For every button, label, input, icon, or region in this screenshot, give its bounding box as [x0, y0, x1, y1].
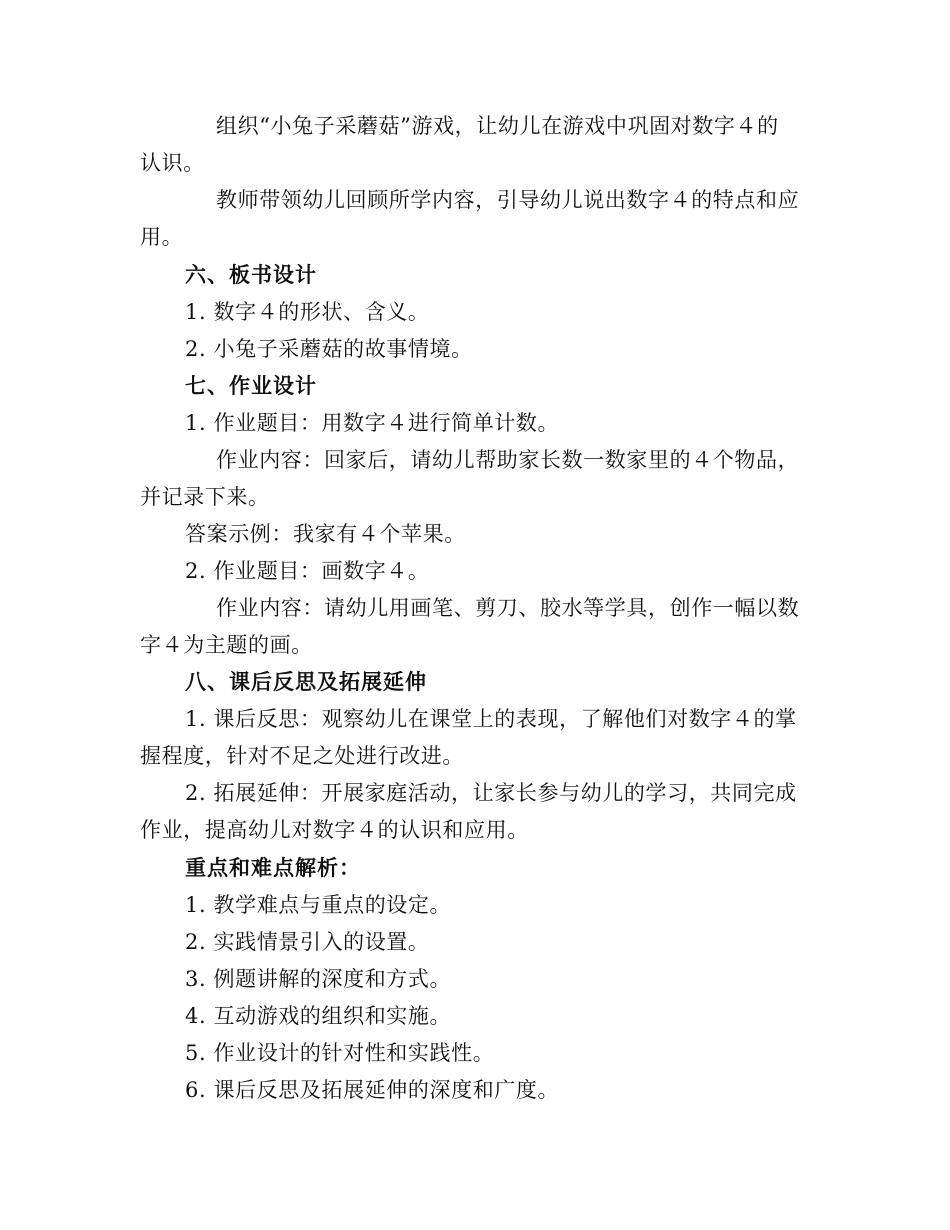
paragraph-review-line1: 教师带领幼儿回顾所学内容，引导幼儿说出数字４的特点和应: [216, 188, 800, 212]
list-item: 2. 作业题目：画数字４。: [185, 559, 430, 583]
paragraph-game-line2: 认识。: [140, 151, 205, 175]
paragraph-homework2-line1: 作业内容：请幼儿用画笔、剪刀、胶水等学具，创作一幅以数: [216, 596, 800, 620]
answer-example: 答案示例：我家有４个苹果。: [185, 522, 466, 546]
paragraph-homework1-line2: 并记录下来。: [140, 485, 270, 509]
list-item-continuation: 握程度，针对不足之处进行改进。: [140, 744, 464, 768]
list-item: 2. 拓展延伸：开展家庭活动，让家长参与幼儿的学习，共同完成: [185, 781, 797, 805]
paragraph-game-line1: 组织“小兔子采蘑菇”游戏，让幼儿在游戏中巩固对数字４的: [216, 114, 779, 138]
list-item: 1. 教学难点与重点的设定。: [185, 893, 452, 917]
section-heading-homework: 七、作业设计: [185, 374, 317, 398]
paragraph-homework2-line2: 字４为主题的画。: [140, 633, 313, 657]
list-item: 4. 互动游戏的组织和实施。: [185, 1004, 452, 1028]
list-item: 1. 数字４的形状、含义。: [185, 300, 430, 324]
paragraph-review-line2: 用。: [140, 225, 184, 249]
section-heading-key-points: 重点和难点解析：: [185, 856, 361, 880]
list-item-continuation: 作业，提高幼儿对数字４的认识和应用。: [140, 818, 529, 842]
section-heading-blackboard: 六、板书设计: [185, 263, 317, 287]
list-item: 1. 作业题目：用数字４进行简单计数。: [185, 411, 560, 435]
list-item: 1. 课后反思：观察幼儿在课堂上的表现，了解他们对数字４的掌: [185, 707, 797, 731]
list-item: 6. 课后反思及拓展延伸的深度和广度。: [185, 1078, 560, 1102]
list-item: 2. 小兔子采蘑菇的故事情境。: [185, 337, 473, 361]
section-heading-reflection: 八、课后反思及拓展延伸: [185, 670, 427, 694]
list-item: 3. 例题讲解的深度和方式。: [185, 967, 452, 991]
paragraph-homework1-line1: 作业内容：回家后，请幼儿帮助家长数一数家里的４个物品，: [216, 448, 800, 472]
list-item: 5. 作业设计的针对性和实践性。: [185, 1041, 495, 1065]
list-item: 2. 实践情景引入的设置。: [185, 930, 430, 954]
